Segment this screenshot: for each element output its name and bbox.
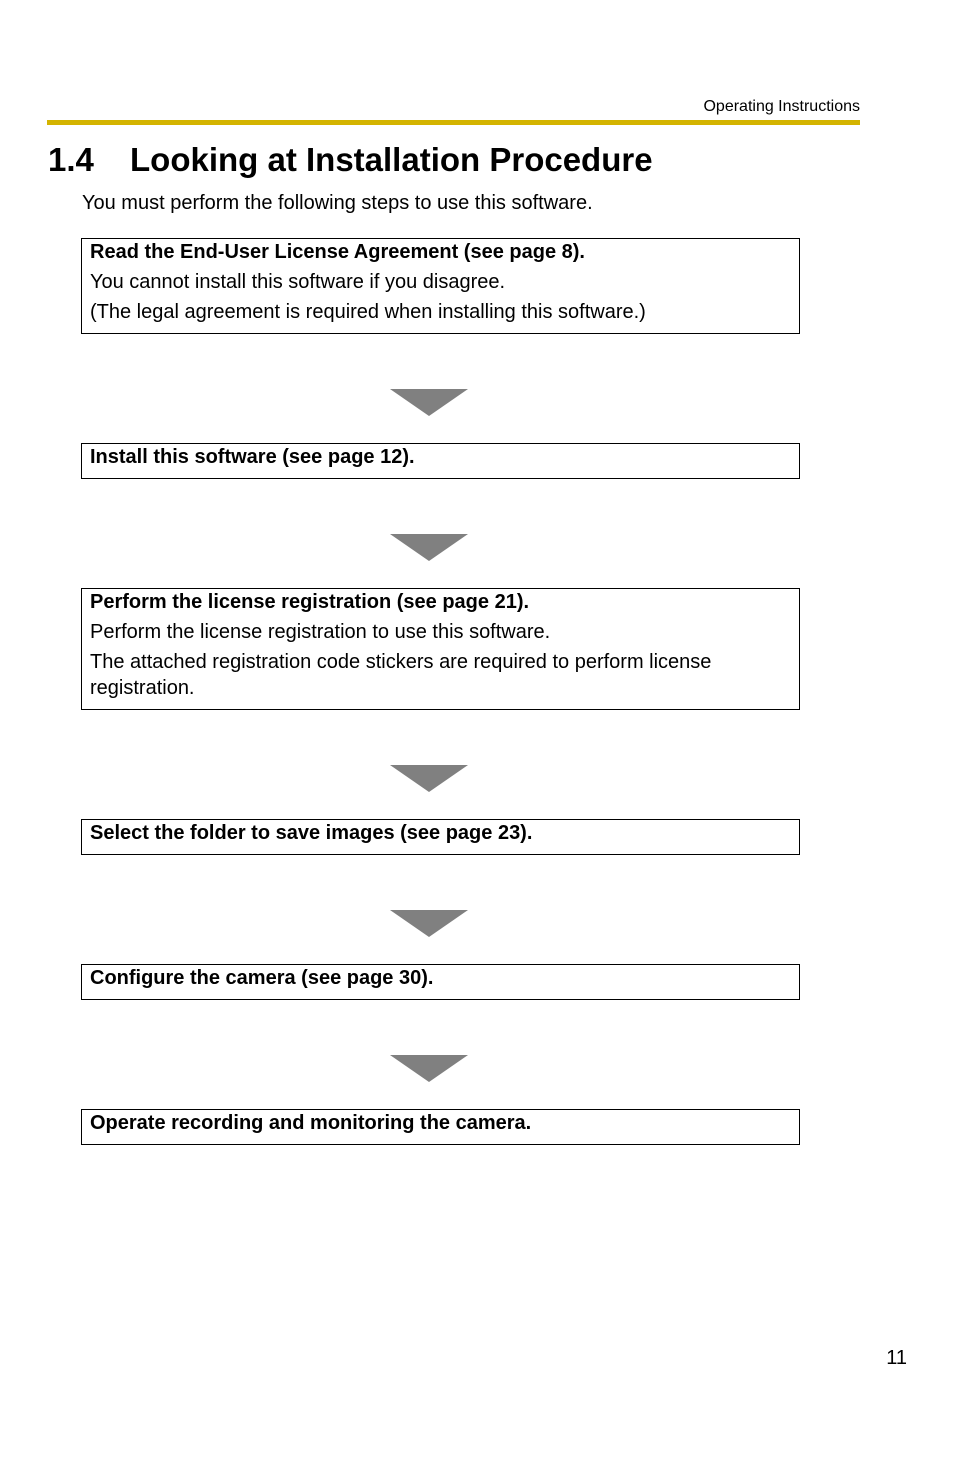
step-description: The attached registration code stickers are required to perform license registration. (90, 651, 712, 699)
down-arrow-icon (390, 389, 468, 416)
step-box-6 (81, 1109, 800, 1145)
section-number: 1.4 (48, 141, 94, 178)
step-description: Perform the license registration to use this software. (90, 621, 551, 643)
down-arrow-icon (390, 910, 468, 937)
header-rule (47, 120, 860, 125)
step-description: (The legal agreement is required when installing this software.) (90, 301, 646, 323)
step-title: Perform the license registration (see page 21). (90, 591, 530, 613)
step-title: Operate recording and monitoring the camera. (90, 1112, 532, 1134)
step-box-4 (81, 819, 800, 855)
running-header: Operating Instructions (703, 98, 860, 115)
down-arrow-icon (390, 1055, 468, 1082)
step-box-5 (81, 964, 800, 1000)
step-box-2 (81, 443, 800, 479)
step-title: Read the End-User License Agreement (see page 8). (90, 241, 585, 263)
step-title: Select the folder to save images (see page 23). (90, 822, 533, 844)
down-arrow-icon (390, 765, 468, 792)
down-arrow-icon (390, 534, 468, 561)
intro-text: You must perform the following steps to use this software. (82, 192, 593, 214)
step-box-3 (81, 588, 800, 710)
page-number: 11 (886, 1347, 907, 1369)
step-title: Install this software (see page 12). (90, 446, 415, 468)
step-title: Configure the camera (see page 30). (90, 967, 434, 989)
step-box-1 (81, 238, 800, 334)
section-title-text: Looking at Installation Procedure (130, 141, 653, 178)
section-title (48, 140, 653, 180)
step-description: You cannot install this software if you disagree. (90, 271, 506, 293)
